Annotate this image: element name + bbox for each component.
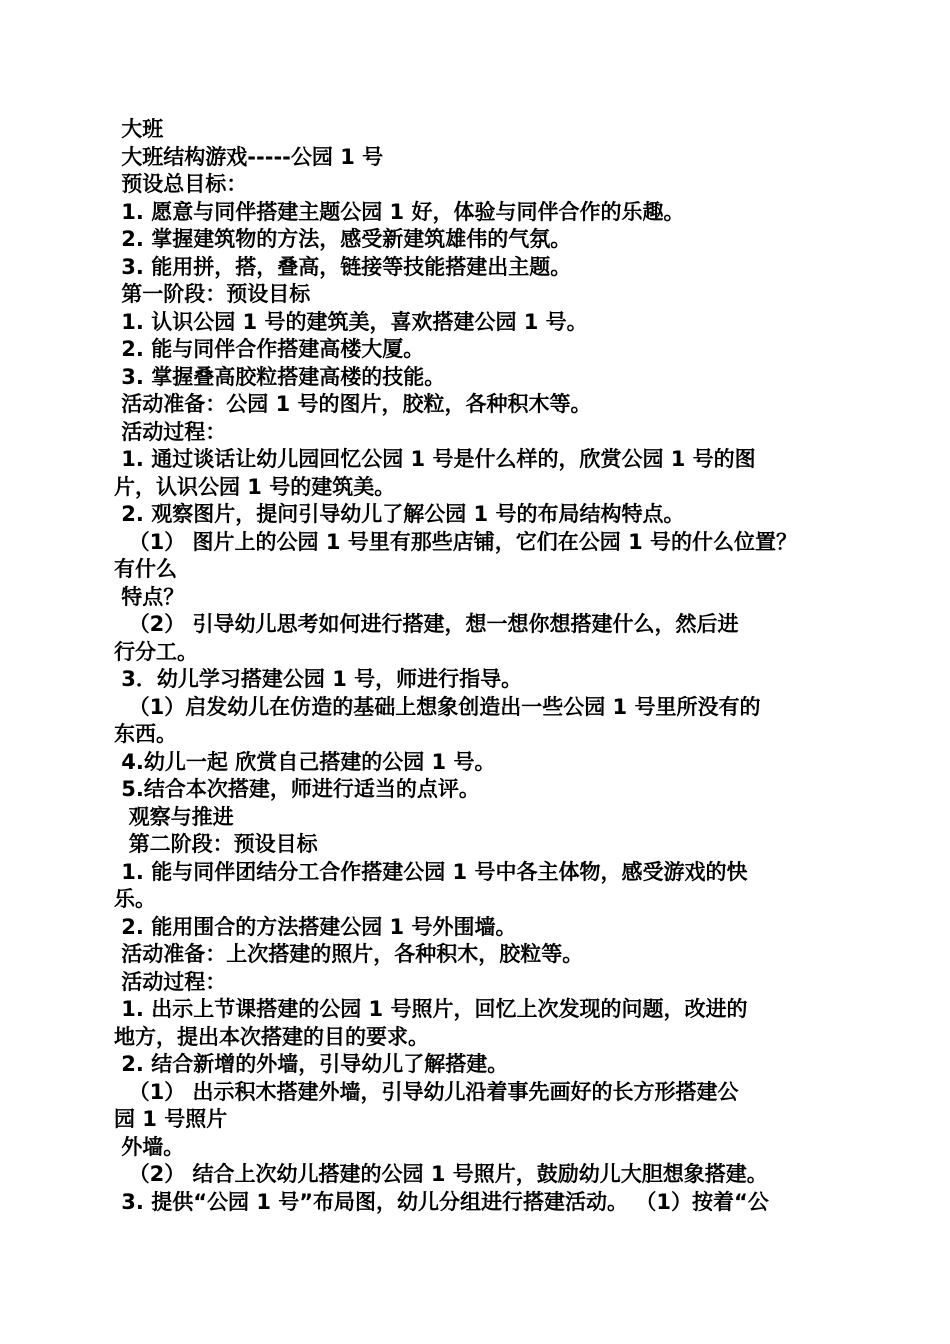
document-line: （1） 出示积木搭建外墙，引导幼儿沿着事先画好的长方形搭建公 <box>114 1079 739 1104</box>
document-line: 1. 通过谈话让幼儿园回忆公园 1 号是什么样的，欣赏公园 1 号的图 <box>114 447 756 471</box>
document-line: 东西。 <box>114 722 177 746</box>
document-line: 预设总目标： <box>114 172 248 196</box>
document-line: 第二阶段：预设目标 <box>114 832 318 856</box>
document-line: 活动准备：上次搭建的照片，各种积木，胶粒等。 <box>114 942 584 966</box>
document-line: （2） 结合上次幼儿搭建的公园 1 号照片，鼓励幼儿大胆想象搭建。 <box>114 1162 768 1186</box>
document-line: 地方，提出本次搭建的目的要求。 <box>114 1024 429 1049</box>
document-line: （2） 引导幼儿思考如何进行搭建，想一想你想搭建什么，然后进 <box>114 612 739 636</box>
document-body <box>114 116 834 1216</box>
document-line: 1. 出示上节课搭建的公园 1 号照片，回忆上次发现的问题，改进的 <box>114 997 748 1021</box>
document-line: 片，认识公园 1 号的建筑美。 <box>114 474 396 499</box>
document-line: 外墙。 <box>114 1134 185 1159</box>
document-line: 活动过程： <box>114 419 227 444</box>
document-line: 3. 能用拼，搭，叠高，链接等技能搭建出主题。 <box>114 254 572 279</box>
document-line: 1. 能与同伴团结分工合作搭建公园 1 号中各主体物，感受游戏的快 <box>114 859 748 884</box>
document-line: 有什么 <box>114 557 177 581</box>
document-line: 2. 能与同伴合作搭建高楼大厦。 <box>114 337 425 361</box>
document-line: 活动过程： <box>114 969 227 994</box>
document-line: 4.幼儿一起 欣赏自己搭建的公园 1 号。 <box>114 749 496 774</box>
document-line: 2. 能用围合的方法搭建公园 1 号外围墙。 <box>114 914 517 939</box>
document-line: （1）启发幼儿在仿造的基础上想象创造出一些公园 1 号里所没有的 <box>114 694 761 719</box>
document-line: 3. 提供“公园 1 号”布局图，幼儿分组进行搭建活动。 （1）按着“公 <box>114 1189 769 1214</box>
document-line: 乐。 <box>114 887 156 911</box>
document-line: 3. 掌握叠高胶粒搭建高楼的技能。 <box>114 364 446 389</box>
document-line: 1. 认识公园 1 号的建筑美，喜欢搭建公园 1 号。 <box>114 309 588 334</box>
document-line: 大班结构游戏-----公园 1 号 <box>114 144 384 169</box>
document-line: 活动准备：公园 1 号的图片，胶粒，各种积木等。 <box>114 392 592 416</box>
document-line: 特点？ <box>114 584 185 609</box>
document-line: （1） 图片上的公园 1 号里有那些店铺，它们在公园 1 号的什么位置？ <box>114 529 798 554</box>
document-line: 3．幼儿学习搭建公园 1 号，师进行指导。 <box>114 667 523 691</box>
document-line: 第一阶段：预设目标 <box>114 282 311 306</box>
document-line: 观察与推进 <box>114 804 234 829</box>
document-line: 2. 掌握建筑物的方法，感受新建筑雄伟的气氛。 <box>114 227 572 251</box>
document-line: 2. 结合新增的外墙，引导幼儿了解搭建。 <box>114 1052 509 1076</box>
document-line: 2. 观察图片，提问引导幼儿了解公园 1 号的布局结构特点。 <box>114 502 685 526</box>
document-line: 行分工。 <box>114 639 198 664</box>
document-line: 园 1 号照片 <box>114 1107 228 1131</box>
document-line: 1. 愿意与同伴搭建主题公园 1 好，体验与同伴合作的乐趣。 <box>114 199 685 224</box>
document-line: 5.结合本次搭建，师进行适当的点评。 <box>114 777 480 801</box>
document-line: 大班 <box>114 117 164 141</box>
